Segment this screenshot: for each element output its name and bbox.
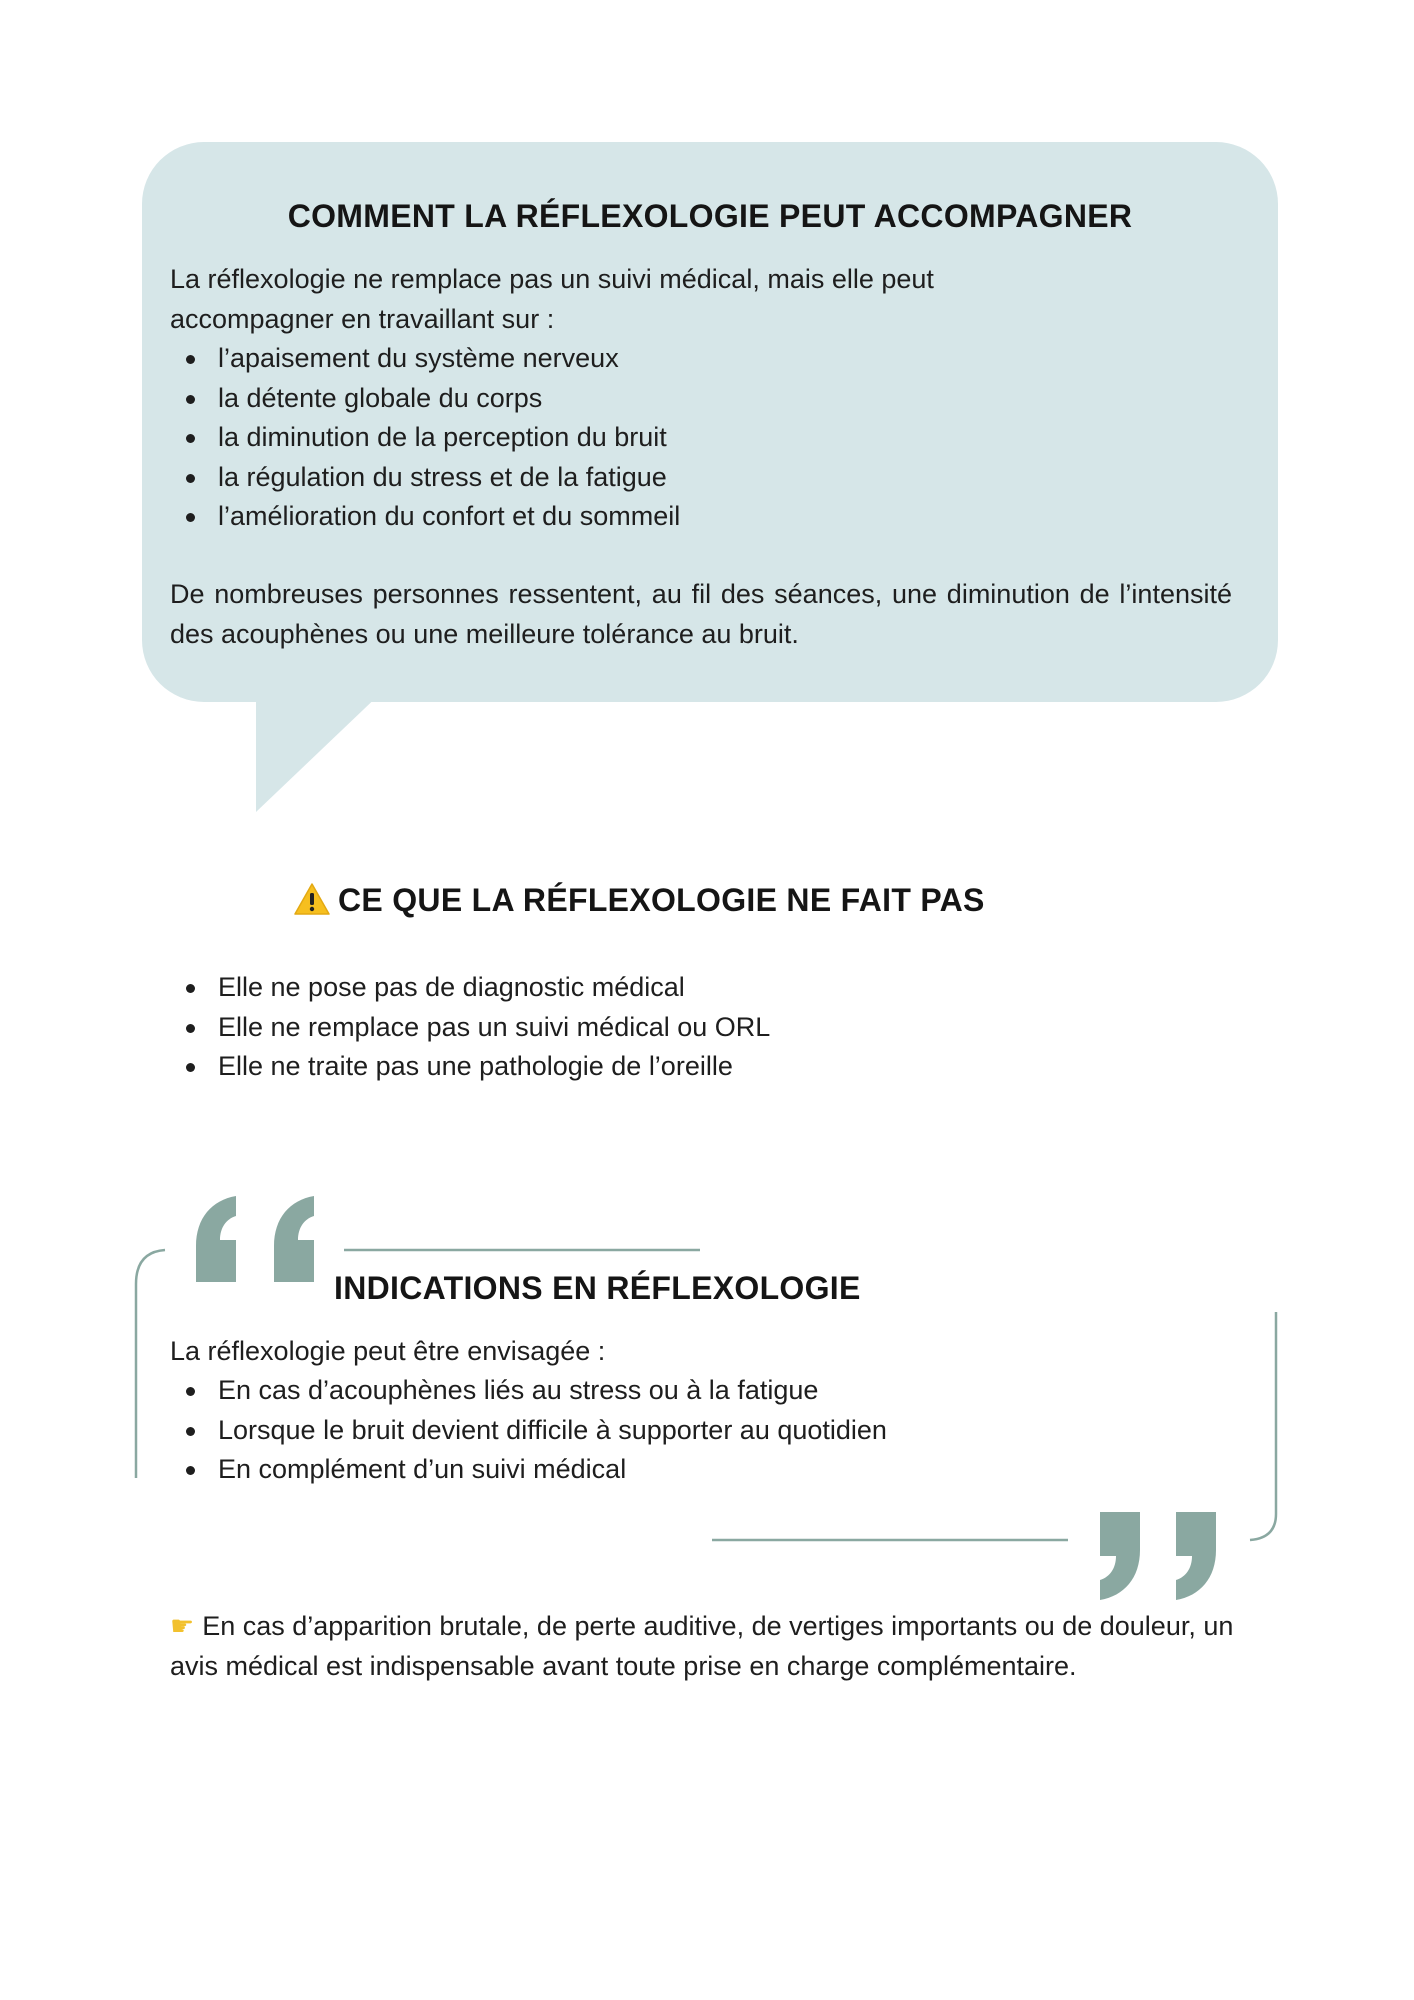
section-title-accompany: COMMENT LA RÉFLEXOLOGIE PEUT ACCOMPAGNER	[287, 198, 1133, 234]
list-item: la régulation du stress et de la fatigue	[218, 458, 1118, 498]
list-item: l’apaisement du système nerveux	[218, 339, 1118, 379]
list-item: En cas d’acouphènes liés au stress ou à la fatigue	[218, 1371, 1118, 1411]
medical-note	[170, 1607, 1250, 1686]
list-item: la diminution de la perception du bruit	[218, 418, 1118, 458]
medical-note-text: En cas d’apparition brutale, de perte auditive, de vertiges importants ou de douleur, un avis médical est indispensable avant toute prise en charge complémentaire.	[170, 1611, 1234, 1681]
list-item: En complément d’un suivi médical	[218, 1450, 1118, 1490]
warning-icon	[294, 883, 330, 915]
list-item: Elle ne traite pas une pathologie de l’oreille	[218, 1047, 1118, 1087]
accompany-intro: La réflexologie ne remplace pas un suivi médical, mais elle peut accompagner en travaillant sur :	[170, 264, 934, 334]
not-do-list	[170, 968, 1118, 1087]
list-item: la détente globale du corps	[218, 379, 1118, 419]
section-heading-not-do	[294, 882, 985, 919]
list-item: Elle ne remplace pas un suivi médical ou ORL	[218, 1008, 1118, 1048]
list-item: l’amélioration du confort et du sommeil	[218, 497, 1118, 537]
frame-left-bracket	[136, 1250, 165, 1478]
close-quote-icon	[1100, 1512, 1216, 1600]
open-quote-icon	[196, 1196, 314, 1282]
section-title-indications: INDICATIONS EN RÉFLEXOLOGIE	[334, 1270, 861, 1306]
list-item: Lorsque le bruit devient difficile à supporter au quotidien	[218, 1411, 1118, 1451]
frame-right-bracket	[1250, 1312, 1276, 1540]
indications-intro: La réflexologie peut être envisagée :	[170, 1336, 606, 1366]
pointing-hand-icon: ☛	[170, 1611, 195, 1641]
section-title-not-do: CE QUE LA RÉFLEXOLOGIE NE FAIT PAS	[338, 882, 985, 918]
indications-list	[170, 1371, 1118, 1490]
list-item: Elle ne pose pas de diagnostic médical	[218, 968, 1118, 1008]
accompany-list	[170, 339, 1118, 537]
accompany-conclusion: De nombreuses personnes ressentent, au fil des séances, une diminution de l’intensité des acouphènes ou une meilleure tolérance au bruit.	[170, 579, 1232, 649]
